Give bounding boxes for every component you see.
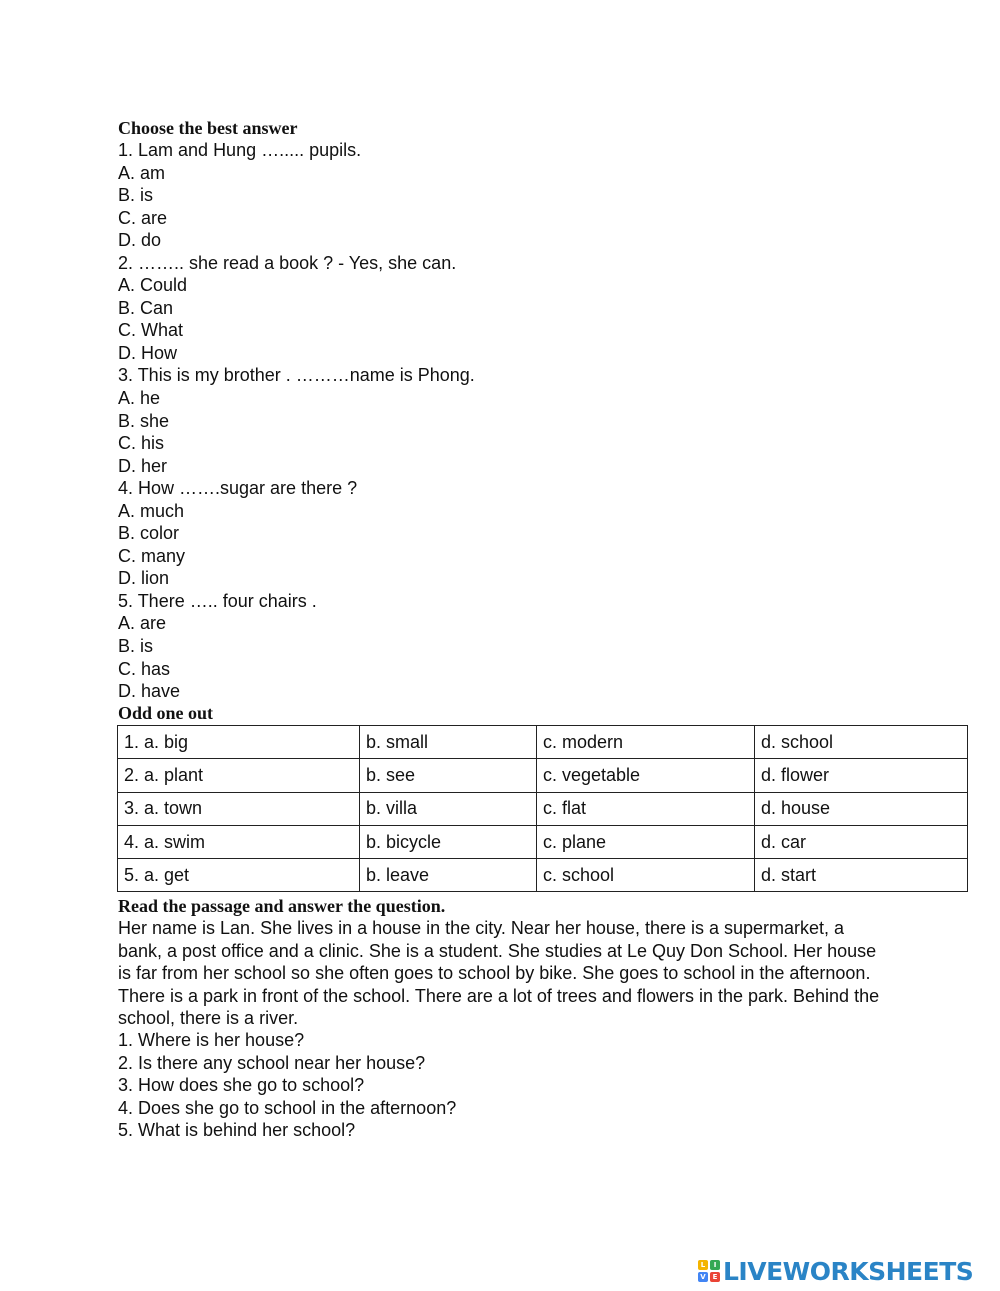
reading-passage: Her name is Lan. She lives in a house in the city. Near her house, there is a supermarket, a bank, a post office and a clinic. She is a student. She studies at Le Quy Don School. Her house is far from her school so she often goes to school by bike. She goes to school in the afternoon. There is a park in front of the school. There are a lot of trees and flowers in the park. Behind the school, there is a river. xyxy=(118,918,880,1029)
question-line: 3. This is my brother . ………name is Phong. xyxy=(118,365,475,386)
answer-option: B. color xyxy=(118,523,180,544)
answer-option: C. has xyxy=(118,658,171,679)
answer-option: C. many xyxy=(118,545,186,566)
answer-option: A. are xyxy=(118,613,167,634)
section-title-reading: Read the passage and answer the question. xyxy=(118,896,446,916)
table-cell: 2. a. plant xyxy=(118,759,360,792)
answer-option: D. her xyxy=(118,455,168,476)
answer-option: A. much xyxy=(118,500,185,521)
table-cell: d. flower xyxy=(755,759,968,792)
reading-question: 3. How does she go to school? xyxy=(118,1075,365,1096)
section-title-choose-best-answer: Choose the best answer xyxy=(118,118,298,138)
reading-question: 1. Where is her house? xyxy=(118,1030,305,1050)
reading-question: 2. Is there any school near her house? xyxy=(118,1052,426,1073)
table-cell: 4. a. swim xyxy=(118,825,360,858)
table-cell: c. school xyxy=(537,859,755,892)
reading-questions-list xyxy=(118,1029,456,1142)
table-cell: b. see xyxy=(360,759,537,792)
answer-option: D. have xyxy=(118,681,181,702)
logo-icon-tile: V xyxy=(698,1272,708,1282)
table-cell: d. car xyxy=(755,825,968,858)
table-cell: d. house xyxy=(755,792,968,825)
liveworksheets-logo[interactable] xyxy=(698,1256,973,1286)
table-cell: c. plane xyxy=(537,825,755,858)
odd-one-out-table xyxy=(117,725,968,892)
answer-option: A. he xyxy=(118,388,161,409)
table-row xyxy=(118,825,968,858)
logo-icon-tile: L xyxy=(698,1260,708,1270)
answer-option: C. are xyxy=(118,207,168,228)
answer-option: D. do xyxy=(118,230,162,251)
logo-icon-tile: E xyxy=(710,1272,720,1282)
table-cell: 5. a. get xyxy=(118,859,360,892)
table-row xyxy=(118,726,968,759)
answer-option: B. is xyxy=(118,636,154,657)
table-row xyxy=(118,792,968,825)
reading-question: 5. What is behind her school? xyxy=(118,1120,356,1141)
answer-option: B. is xyxy=(118,185,154,206)
table-row xyxy=(118,859,968,892)
answer-option: A. am xyxy=(118,162,166,183)
liveworksheets-logo-text: LIVEWORKSHEETS xyxy=(723,1256,974,1286)
answer-option: C. his xyxy=(118,433,165,454)
answer-option: A. Could xyxy=(118,275,188,296)
table-cell: b. small xyxy=(360,726,537,759)
question-line: 4. How …….sugar are there ? xyxy=(118,478,358,499)
multiple-choice-list xyxy=(118,139,475,703)
table-cell: 1. a. big xyxy=(118,726,360,759)
answer-option: D. lion xyxy=(118,568,170,589)
liveworksheets-logo-icon xyxy=(698,1260,720,1282)
logo-icon-tile: I xyxy=(710,1260,720,1270)
table-cell: d. start xyxy=(755,859,968,892)
table-cell: c. vegetable xyxy=(537,759,755,792)
answer-option: D. How xyxy=(118,342,178,363)
reading-question: 4. Does she go to school in the afternoon? xyxy=(118,1097,457,1118)
table-cell: b. villa xyxy=(360,792,537,825)
answer-option: B. she xyxy=(118,410,170,431)
answer-option: B. Can xyxy=(118,297,174,318)
question-line: 5. There ….. four chairs . xyxy=(118,590,317,611)
section-title-odd-one-out: Odd one out xyxy=(118,703,214,723)
question-line: 1. Lam and Hung …..... pupils. xyxy=(118,140,362,160)
question-line: 2. …….. she read a book ? - Yes, she can. xyxy=(118,252,457,273)
table-cell: c. modern xyxy=(537,726,755,759)
table-cell: d. school xyxy=(755,726,968,759)
table-cell: b. bicycle xyxy=(360,825,537,858)
answer-option: C. What xyxy=(118,320,184,341)
table-cell: 3. a. town xyxy=(118,792,360,825)
table-cell: b. leave xyxy=(360,859,537,892)
table-cell: c. flat xyxy=(537,792,755,825)
table-row xyxy=(118,759,968,792)
